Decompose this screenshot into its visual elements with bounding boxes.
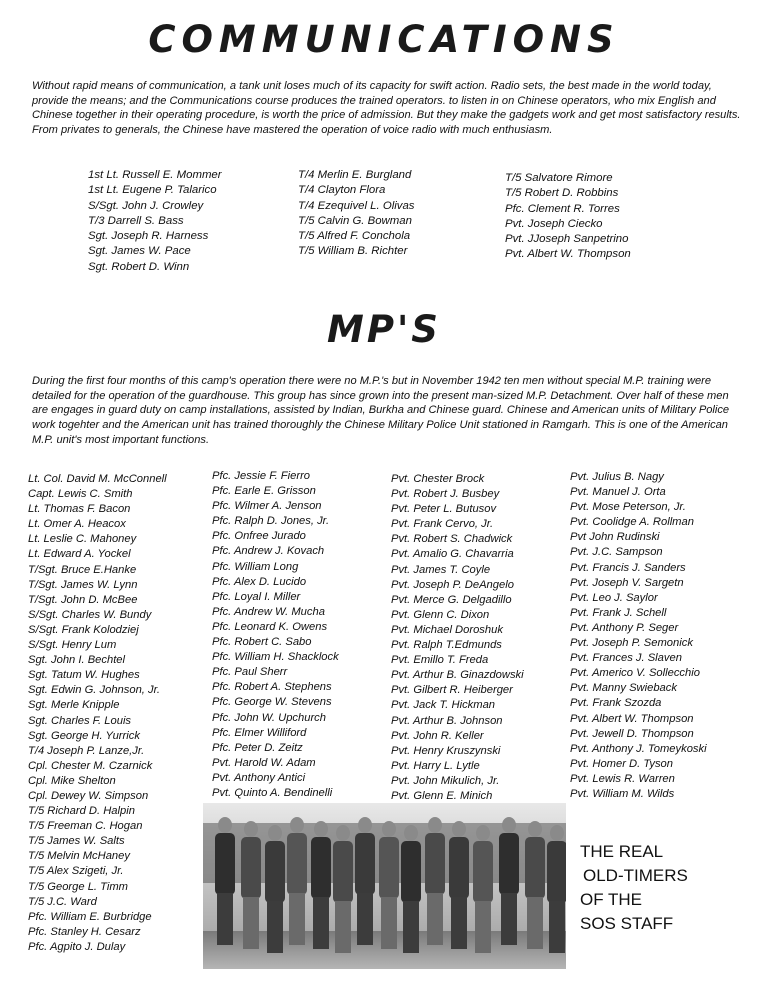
- roster-name: Pvt. Coolidge A. Rollman: [570, 516, 694, 529]
- roster-name: Pvt. Gilbert R. Heiberger: [391, 684, 513, 697]
- group-photo: [203, 803, 566, 969]
- roster-name: T/Sgt. James W. Lynn: [28, 578, 138, 591]
- roster-name: Pvt. Americo V. Sollecchio: [570, 667, 700, 680]
- roster-name: Pvt. JJoseph Sanpetrino: [505, 233, 629, 246]
- roster-name: Pfc. Elmer Williford: [212, 726, 307, 739]
- roster-name: T/5 Alex Szigeti, Jr.: [28, 865, 124, 878]
- roster-name: Lt. Thomas F. Bacon: [28, 503, 131, 516]
- roster-name: Pvt. Joseph P. Semonick: [570, 637, 693, 650]
- roster-name: T/3 Darrell S. Bass: [88, 214, 184, 227]
- roster-name: Pvt. William M. Wilds: [570, 787, 675, 800]
- roster-name: T/5 J.C. Ward: [28, 895, 97, 908]
- roster-name: Pvt. Francis J. Sanders: [570, 561, 686, 574]
- roster-name: Pfc. Paul Sherr: [212, 666, 288, 679]
- roster-name: Lt. Edward A. Yockel: [28, 548, 131, 561]
- roster-name: T/5 Alfred F. Conchola: [298, 230, 411, 243]
- roster-name: Pfc. William H. Shacklock: [212, 651, 339, 664]
- roster-name: Pvt. Glenn C. Dixon: [391, 608, 490, 621]
- roster-name: Pvt. Merce G. Delgadillo: [391, 593, 512, 606]
- roster-name: S/Sgt. Charles W. Bundy: [28, 608, 152, 621]
- roster-name: S/Sgt. Henry Lum: [28, 639, 117, 652]
- roster-name: Pfc. Stanley H. Cesarz: [28, 925, 141, 938]
- photo-person: [499, 817, 519, 945]
- roster-name: Lt. Col. David M. McConnell: [28, 473, 167, 485]
- caption-line: OF THE: [580, 890, 643, 909]
- roster-name: T/5 James W. Salts: [28, 835, 125, 848]
- roster-name: T/5 Robert D. Robbins: [505, 187, 619, 200]
- roster-name: S/Sgt. Frank Kolodziej: [28, 623, 139, 636]
- roster-name: Pvt. Jack T. Hickman: [391, 699, 496, 712]
- roster-name: T/4 Merlin E. Burgland: [298, 169, 412, 181]
- roster-name: Pfc. John W. Upchurch: [212, 711, 326, 724]
- roster-name: T/5 George L. Timm: [28, 880, 128, 893]
- roster-name: Sgt. George H. Yurrick: [28, 729, 140, 742]
- roster-name: Sgt. Robert D. Winn: [88, 260, 190, 273]
- photo-person: [311, 821, 331, 949]
- roster-name: Sgt. John I. Bechtel: [28, 654, 126, 667]
- photo-person: [287, 817, 307, 945]
- roster-name: Pvt. Arthur B. Johnson: [391, 714, 503, 727]
- roster-name: Pvt. Emillo T. Freda: [391, 654, 489, 667]
- roster-name: Sgt. Edwin G. Johnson, Jr.: [28, 684, 161, 697]
- roster-name: Pvt. Anthony J. Tomeykoski: [570, 742, 707, 755]
- roster-name: T/5 Calvin G. Bowman: [298, 214, 412, 227]
- roster-name: Sgt. Tatum W. Hughes: [28, 669, 140, 682]
- roster-name: Pvt. Quinto A. Bendinelli: [212, 786, 333, 799]
- roster-name: Sgt. Charles F. Louis: [28, 714, 132, 727]
- roster-name: Cpl. Chester M. Czarnick: [28, 759, 153, 772]
- roster-name: T/5 Salvatore Rimore: [505, 172, 613, 184]
- roster-name: Pvt. Albert W. Thompson: [505, 248, 631, 261]
- communications-roster-column-2: [298, 168, 415, 260]
- roster-name: T/5 William B. Richter: [298, 245, 408, 258]
- roster-name: Pvt. Harold W. Adam: [212, 756, 316, 769]
- photo-person: [401, 825, 421, 953]
- roster-name: T/4 Joseph P. Lanze,Jr.: [28, 744, 145, 757]
- roster-name: Pfc. Wilmer A. Jenson: [212, 500, 322, 513]
- roster-name: Pvt. Anthony Antici: [212, 771, 306, 784]
- group-photo-image: [203, 803, 566, 969]
- roster-name: Pfc. Alex D. Lucido: [212, 575, 307, 588]
- roster-name: T/5 Melvin McHaney: [28, 850, 130, 863]
- mps-title: MP'S: [327, 308, 441, 351]
- roster-name: Pvt. Robert S. Chadwick: [391, 533, 513, 546]
- roster-name: Lt. Omer A. Heacox: [28, 518, 126, 531]
- roster-name: Pfc. Peter D. Zeitz: [212, 741, 303, 754]
- roster-name: Pfc. William E. Burbridge: [28, 910, 152, 923]
- roster-name: Pfc. Agpito J. Dulay: [28, 940, 126, 953]
- photo-person: [525, 821, 545, 949]
- communications-paragraph: Without rapid means of communication, a tank unit loses much of its capacity for swift action. Radio sets, the best made in the world today, provide the means; and the Communications course produces the trained operators. to listen in on Chinese operators, who mix English and Chinese together in their operating procedure, is worth the price of admission. But they make the gadgets work and get most satisfactory results. From privates to generals, the Chinese have mastered the operation of voice radio with much enthusiasm.: [32, 80, 741, 137]
- roster-name: Pvt. Albert W. Thompson: [570, 712, 694, 725]
- photo-person: [379, 821, 399, 949]
- caption-line: SOS STAFF: [580, 914, 674, 933]
- roster-name: Pvt. Frank J. Schell: [570, 606, 667, 619]
- communications-roster-column-1: [88, 168, 222, 275]
- photo-person: [215, 817, 235, 945]
- roster-name: Pvt. Lewis R. Warren: [570, 772, 675, 785]
- mps-roster-column-3: [391, 472, 524, 804]
- photo-caption: [580, 840, 688, 936]
- roster-name: Pfc. Ralph D. Jones, Jr.: [212, 515, 330, 528]
- roster-name: Pfc. George W. Stevens: [212, 696, 332, 709]
- roster-name: Pvt. Frank Cervo, Jr.: [391, 518, 494, 531]
- communications-title: COMMUNICATIONS: [148, 18, 620, 61]
- roster-name: Pvt. Amalio G. Chavarria: [391, 548, 514, 561]
- roster-name: Pvt. Glenn E. Minich: [391, 789, 493, 802]
- photo-person: [547, 825, 566, 953]
- roster-name: Sgt. Joseph R. Harness: [88, 230, 209, 243]
- roster-name: Pvt. Leo J. Saylor: [570, 591, 658, 604]
- roster-name: Pvt. Jewell D. Thompson: [570, 727, 694, 740]
- caption-line: OLD-TIMERS: [583, 866, 688, 885]
- roster-name: Pvt. Robert J. Busbey: [391, 488, 500, 501]
- roster-name: Pvt. James T. Coyle: [391, 563, 491, 576]
- roster-name: Sgt. Merle Knipple: [28, 699, 120, 712]
- roster-name: 1st Lt. Eugene P. Talarico: [88, 184, 217, 197]
- roster-name: Sgt. James W. Pace: [88, 245, 191, 258]
- photo-person: [241, 821, 261, 949]
- roster-name: Pvt. Mose Peterson, Jr.: [570, 501, 686, 514]
- mps-roster-column-4: [570, 470, 707, 802]
- roster-name: Pfc. Robert C. Sabo: [212, 636, 312, 649]
- roster-name: Pvt. Henry Kruszynski: [391, 744, 501, 757]
- roster-name: Cpl. Dewey W. Simpson: [28, 789, 149, 802]
- roster-name: Pvt. Joseph Ciecko: [505, 217, 603, 230]
- roster-name: Pvt. Frances J. Slaven: [570, 652, 682, 665]
- roster-name: Pvt. Peter L. Butusov: [391, 503, 497, 516]
- roster-name: Pfc. William Long: [212, 560, 299, 573]
- photo-person: [355, 817, 375, 945]
- roster-name: T/4 Ezequivel L. Olivas: [298, 199, 415, 212]
- communications-roster-column-3: [505, 171, 631, 263]
- photo-person: [449, 821, 469, 949]
- photo-person: [473, 825, 493, 953]
- roster-name: Pvt. John Mikulich, Jr.: [391, 774, 500, 787]
- mps-roster-column-2: [212, 469, 339, 801]
- roster-name: Pvt. Ralph T.Edmunds: [391, 639, 502, 652]
- roster-name: Pvt. Julius B. Nagy: [570, 471, 664, 483]
- roster-name: S/Sgt. John J. Crowley: [88, 199, 204, 212]
- roster-name: Pfc. Leonard K. Owens: [212, 620, 328, 633]
- mps-roster-column-1: [28, 472, 167, 955]
- roster-name: 1st Lt. Russell E. Mommer: [88, 169, 222, 181]
- roster-name: Pvt. Homer D. Tyson: [570, 757, 673, 770]
- roster-name: T/Sgt. Bruce E.Hanke: [28, 563, 137, 576]
- roster-name: Pfc. Robert A. Stephens: [212, 681, 332, 694]
- roster-name: T/4 Clayton Flora: [298, 184, 386, 197]
- roster-name: Pfc. Earle E. Grisson: [212, 485, 316, 498]
- roster-name: Pvt. Arthur B. Ginazdowski: [391, 669, 524, 682]
- roster-name: Pvt John Rudinski: [570, 531, 660, 544]
- roster-name: Pvt. J.C. Sampson: [570, 546, 663, 559]
- roster-name: Cpl. Mike Shelton: [28, 774, 116, 787]
- roster-name: T/Sgt. John D. McBee: [28, 593, 138, 606]
- roster-name: T/5 Richard D. Halpin: [28, 805, 135, 818]
- mps-paragraph: During the first four months of this camp's operation there were no M.P.'s but in November 1942 ten men without special M.P. training were detailed for the operation of the guardhouse. This group has since grown into the present man-sized M.P. Detachment. Over half of these men are engages in guard duty on camp installations, assisted by Indian, Burkha and Chinese guard. Chinese and American units of Military Police work togehter and the American unit has trained thoroughly the Chinese Military Police Unit stationed in Ramgarh. This is one of the American M.P. unit's most important functions.: [32, 375, 730, 446]
- roster-name: Pfc. Loyal I. Miller: [212, 590, 301, 603]
- photo-person: [265, 825, 285, 953]
- roster-name: Pvt. Joseph P. DeAngelo: [391, 578, 514, 591]
- caption-line: THE REAL: [580, 842, 664, 861]
- roster-name: Pvt. Joseph V. Sargetn: [570, 576, 684, 589]
- roster-name: Pvt. Anthony P. Seger: [570, 621, 679, 634]
- roster-name: Pvt. Manny Swieback: [570, 682, 677, 695]
- roster-name: Pvt. Michael Doroshuk: [391, 623, 503, 636]
- roster-name: Capt. Lewis C. Smith: [28, 488, 133, 501]
- roster-name: Pvt. John R. Keller: [391, 729, 484, 742]
- roster-name: Pfc. Clement R. Torres: [505, 202, 620, 215]
- roster-name: Pfc. Andrew J. Kovach: [212, 545, 325, 558]
- photo-person: [425, 817, 445, 945]
- roster-name: T/5 Freeman C. Hogan: [28, 820, 143, 833]
- photo-person: [333, 825, 353, 953]
- roster-name: Pfc. Onfree Jurado: [212, 530, 306, 543]
- roster-name: Pvt. Frank Szozda: [570, 697, 662, 710]
- roster-name: Pvt. Chester Brock: [391, 473, 485, 485]
- roster-name: Pfc. Jessie F. Fierro: [212, 470, 311, 482]
- roster-name: Pvt. Manuel J. Orta: [570, 486, 666, 499]
- roster-name: Lt. Leslie C. Mahoney: [28, 533, 137, 546]
- roster-name: Pfc. Andrew W. Mucha: [212, 605, 325, 618]
- roster-name: Pvt. Harry L. Lytle: [391, 759, 480, 772]
